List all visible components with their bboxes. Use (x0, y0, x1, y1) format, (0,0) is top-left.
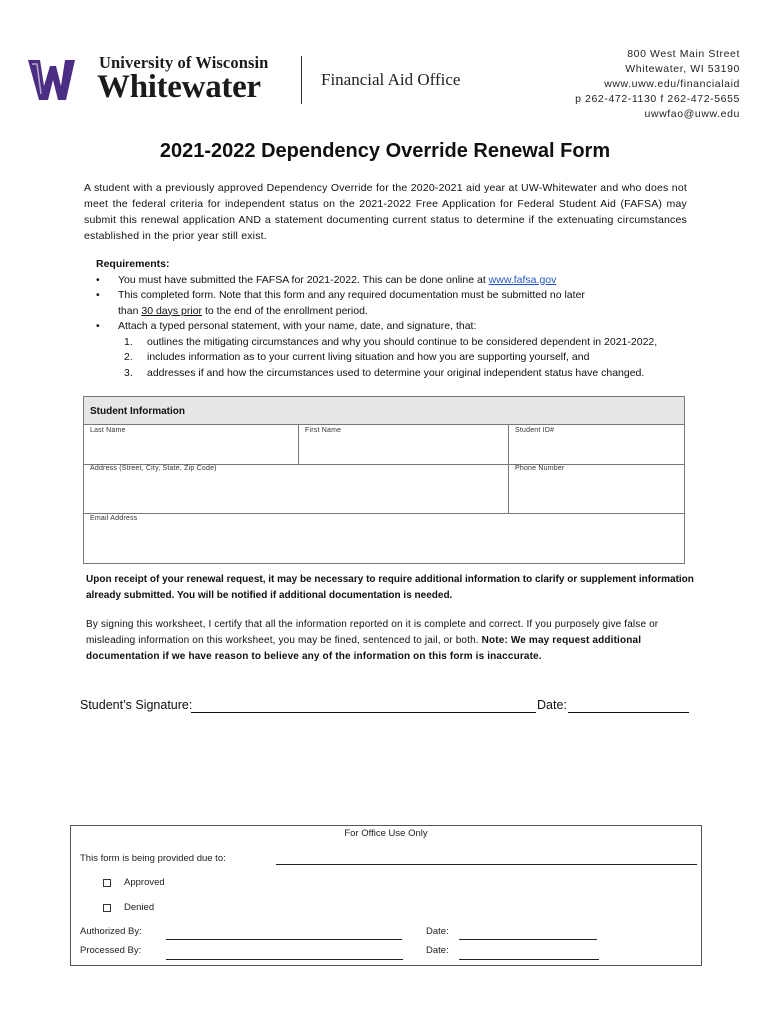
student-information-table (83, 396, 685, 564)
processed-by-label: Processed By: (80, 945, 142, 956)
header-divider (301, 56, 302, 104)
signature-field[interactable] (191, 712, 536, 713)
first-name-label: First Name (305, 427, 342, 434)
authorized-by-label: Authorized By: (80, 926, 142, 937)
website-link[interactable]: www.uww.edu/financialaid (604, 78, 740, 90)
address-line: Whitewater, WI 53190 (625, 63, 740, 75)
sub-requirement: 2. includes information as to your current living situation and how you are supporting yourself, and (124, 351, 590, 363)
denied-label: Denied (124, 902, 155, 913)
date-field[interactable] (568, 712, 689, 713)
address-field[interactable] (84, 465, 508, 513)
address-label: Address (Street, City, State, Zip Code) (90, 465, 217, 472)
authorized-by-field[interactable] (166, 939, 402, 940)
denied-checkbox[interactable] (103, 904, 111, 912)
fafsa-link[interactable]: www.fafsa.gov (488, 273, 557, 286)
contact-address (575, 47, 740, 122)
sub-requirement: 3. addresses if and how the circumstances used to determine your original independent status have changed. (124, 366, 645, 379)
office-use-title: For Office Use Only (344, 828, 428, 839)
form-title: 2021-2022 Dependency Override Renewal Form (159, 140, 611, 162)
date-label-2: Date: (426, 945, 449, 956)
approved-checkbox[interactable] (103, 879, 111, 887)
sub-requirement: 1. outlines the mitigating circumstances and why you should continue to be considered dependent in 2021-2022, (124, 335, 658, 348)
processed-date-field[interactable] (459, 959, 599, 960)
processed-by-field[interactable] (166, 959, 403, 960)
requirement-item: • You must have submitted the FAFSA for 2021-2022. This can be done online at www.fafsa.gov (84, 273, 694, 289)
provided-reason-field[interactable] (276, 864, 697, 865)
intro-paragraph: A student with a previously approved Dependency Override for the 2020-2021 aid year at UW-Whitewater and who does not meet the federal criteria for independent status on the 2021-2022 Free Application for Federal Student Aid (FAFSA) may submit this renewal application AND a statement documenting current status to determine if the extenuating circumstances established in the prior year still exist. (84, 182, 687, 242)
email-label: Email Address (90, 515, 138, 522)
student-id-field[interactable] (509, 425, 684, 464)
student-info-header: Student Information (84, 397, 684, 425)
uw-whitewater-logo-icon (26, 56, 76, 104)
last-name-field[interactable] (84, 425, 298, 464)
authorized-date-field[interactable] (459, 939, 597, 940)
office-name: Financial Aid Office (321, 70, 461, 89)
certification-statement: By signing this worksheet, I certify that all the information reported on it is complete and correct. If you purposely give false or misleading information on this worksheet, you may be fined, sentenced to jail, or both. Note: We may request additional documentation if we have reason to believe any of the information on this form is inaccurate. (86, 619, 659, 662)
signature-label: Student’s Signature: (80, 698, 193, 712)
office-use-box (70, 825, 702, 966)
last-name-label: Last Name (90, 427, 126, 434)
renewal-notice: Upon receipt of your renewal request, it may be necessary to require additional information to clarify or supplement information already submitted. You will be notified if additional documentation is needed. (86, 574, 694, 601)
requirement-item: • Attach a typed personal statement, with your name, date, and signature, that: (84, 319, 694, 335)
student-id-label: Student ID# (515, 427, 555, 434)
requirement-item: • This completed form. Note that this form and any required documentation must be submitted no later than 30 days prior to the end of the enrollment period. (96, 289, 585, 317)
requirements-heading: Requirements: (96, 258, 170, 270)
bullet-icon: • (96, 273, 100, 286)
date-label: Date: (537, 698, 567, 712)
provided-label: This form is being provided due to: (80, 853, 226, 864)
bullet-icon: • (96, 289, 100, 301)
bullet-icon: • (96, 320, 100, 332)
approved-label: Approved (124, 877, 165, 888)
phone-fax: p 262-472-1130 f 262-472-5655 (575, 93, 740, 105)
university-name-line2: Whitewater (97, 69, 261, 105)
email-field[interactable] (84, 514, 684, 563)
first-name-field[interactable] (299, 425, 508, 464)
university-name-line1: University of Wisconsin (99, 53, 269, 72)
requirements-section (84, 257, 694, 381)
phone-label: Phone Number (515, 465, 565, 472)
email-link[interactable]: uwwfao@uww.edu (644, 108, 740, 120)
date-label-1: Date: (426, 926, 449, 937)
phone-field[interactable] (509, 465, 684, 513)
address-line: 800 West Main Street (627, 48, 740, 60)
